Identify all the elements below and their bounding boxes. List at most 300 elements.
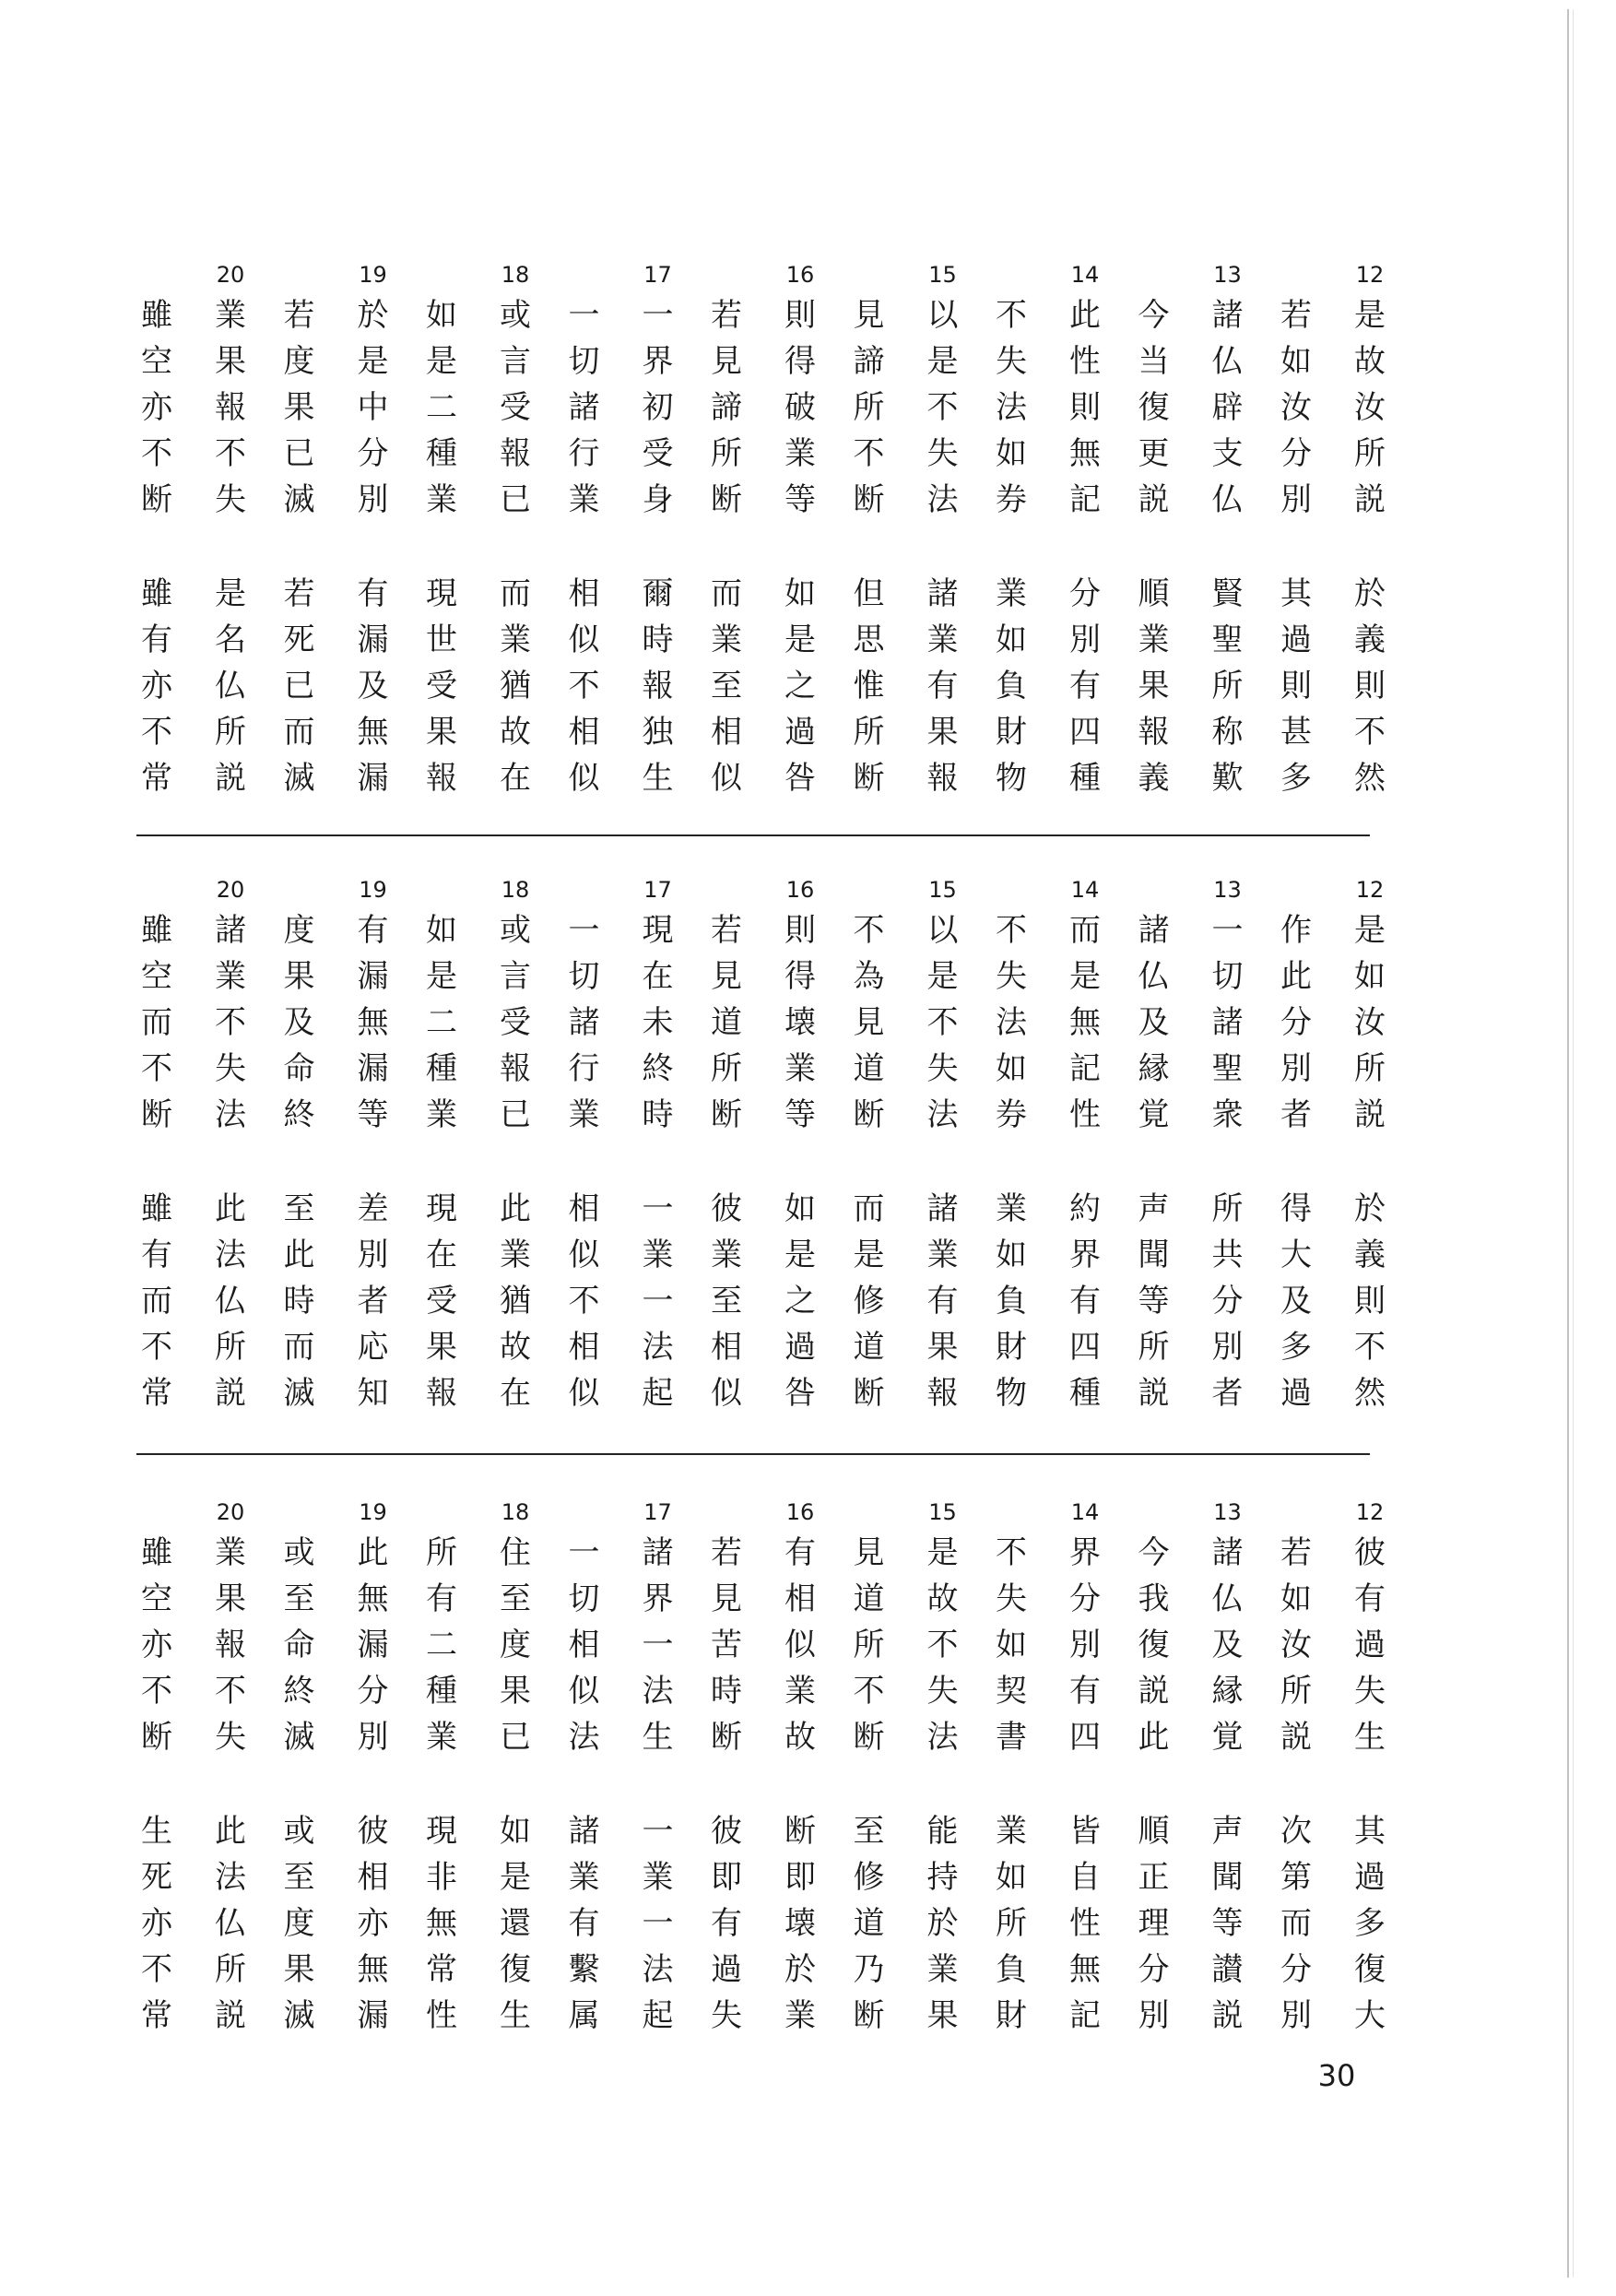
verse-character: 名: [215, 621, 246, 658]
verse-character: 若: [1280, 1534, 1312, 1571]
verse-number: 17: [643, 1499, 672, 1525]
verse-character: 断: [141, 1096, 172, 1133]
verse-character: 而: [853, 1190, 885, 1227]
verse-character: 業: [996, 1190, 1027, 1227]
verse: [1126, 1498, 1256, 2042]
verse-character: 起: [642, 1997, 674, 2034]
verse-character: 所: [853, 1627, 885, 1663]
verse: [1126, 876, 1256, 1420]
verse-character: 不: [215, 1004, 246, 1041]
verse-character: 業: [426, 1096, 457, 1133]
verse-character: 已: [283, 435, 315, 472]
verse-character: 種: [426, 435, 457, 472]
verse-character: 無: [1069, 1951, 1101, 1988]
verse-character: 是: [784, 1237, 816, 1273]
verse-character: 正: [1138, 1859, 1170, 1896]
verse-character: 約: [1069, 1190, 1101, 1227]
verse-character: 果: [426, 1329, 457, 1366]
verse-character: 業: [996, 1813, 1027, 1850]
verse-line: [488, 1186, 543, 1416]
verse-character: 覚: [1211, 1719, 1244, 1756]
verse-number: 20: [216, 1499, 245, 1525]
verse-character: 記: [1069, 481, 1101, 518]
verse-character: 種: [1069, 760, 1101, 797]
verse-character: 及: [357, 668, 389, 704]
verse-character: 四: [1069, 1719, 1101, 1756]
verse-character: 所: [711, 1050, 742, 1087]
verse-character: 故: [500, 1329, 531, 1366]
verse-character: 雖: [141, 1534, 172, 1571]
verse-character: 業: [926, 1237, 959, 1273]
verse-character: 種: [426, 1050, 457, 1087]
verse-character: 果: [500, 1673, 531, 1710]
verse-character: 業: [500, 1237, 531, 1273]
stanza: [557, 1530, 686, 1760]
stanza: [1126, 1530, 1256, 1760]
verse-character: 相: [568, 1329, 600, 1366]
verse-character: 死: [283, 621, 315, 658]
verse-character: 説: [1280, 1719, 1312, 1756]
verse-line: [557, 292, 612, 523]
verse-character: 分: [1280, 1951, 1312, 1988]
verse-character: 有: [426, 1580, 457, 1617]
verse-line: [1126, 1808, 1182, 2039]
verse-character: 声: [1138, 1190, 1170, 1227]
verse-character: 而: [1069, 912, 1101, 949]
verse-character: 断: [711, 481, 742, 518]
verse-character: 記: [1069, 1997, 1101, 2034]
verse-character: 之: [784, 1283, 816, 1320]
verse-character: 不: [141, 435, 172, 472]
verse: [842, 1498, 971, 2042]
verse: [984, 1498, 1113, 2042]
verse-number: 17: [643, 877, 672, 903]
verse-number: 18: [501, 877, 530, 903]
verse-character: 生: [141, 1813, 172, 1850]
verse-character: 此: [1280, 958, 1312, 995]
verse: [272, 1498, 401, 2042]
verse-character: 而: [283, 714, 315, 751]
verse-line: [1057, 1530, 1113, 1760]
verse-character: 諸: [926, 575, 959, 612]
verse-character: 終: [283, 1096, 315, 1133]
verse-character: 作: [1280, 912, 1312, 949]
verse-line: [488, 292, 543, 523]
verse-character: 在: [500, 1375, 531, 1412]
stanza: [842, 1530, 971, 1760]
verse-character: 雖: [141, 1190, 172, 1227]
verse-character: 二: [426, 389, 457, 426]
verse-line: [414, 1530, 469, 1760]
verse-character: 仏: [215, 668, 246, 704]
verse-character: 故: [1354, 343, 1386, 380]
verse-character: 是: [500, 1859, 531, 1896]
verse-character: 当: [1138, 343, 1170, 380]
verse: [1126, 261, 1256, 805]
verse-character: 受: [500, 1004, 531, 1041]
verse-character: 常: [141, 760, 172, 797]
verse-character: 報: [215, 389, 246, 426]
verse-character: 書: [996, 1719, 1027, 1756]
verse-character: 常: [141, 1997, 172, 2034]
verse-line: [699, 1530, 754, 1760]
verse-number: 13: [1213, 1499, 1242, 1525]
verse-character: 死: [141, 1859, 172, 1896]
verse-character: 一: [642, 1627, 674, 1663]
stanza: [984, 1808, 1113, 2039]
verse-character: 時: [642, 621, 674, 658]
verse-line: [129, 571, 184, 801]
verse-character: 業: [426, 481, 457, 518]
verse-character: 一: [568, 912, 600, 949]
verse-character: 似: [568, 760, 600, 797]
verse-character: 順: [1138, 575, 1170, 612]
verse: [129, 1498, 258, 2042]
verse-character: 不: [568, 668, 600, 704]
section-divider: [136, 1453, 1370, 1455]
verse-character: 果: [215, 1580, 246, 1617]
verse-character: 不: [215, 435, 246, 472]
verse-character: 生: [1354, 1719, 1386, 1756]
verse-character: 財: [996, 1997, 1027, 2034]
verse-character: 切: [568, 343, 600, 380]
verse-character: 則: [1280, 668, 1312, 704]
verse: [1268, 876, 1398, 1420]
verse-character: 賢: [1211, 575, 1244, 612]
verse-line: [1342, 571, 1398, 801]
stanza: [984, 292, 1113, 523]
verse-character: 負: [996, 1283, 1027, 1320]
verse-character: 諸: [1211, 297, 1244, 334]
verse-character: 見: [853, 1534, 885, 1571]
verse-character: 時: [711, 1673, 742, 1710]
stanza: [1126, 1808, 1256, 2039]
verse-character: 受: [642, 435, 674, 472]
verse-character: 説: [1138, 481, 1170, 518]
verse-character: 若: [711, 912, 742, 949]
verse-character: 分: [1280, 435, 1312, 472]
verse-character: 失: [711, 1997, 742, 2034]
stanza: [414, 1530, 543, 1760]
verse-character: 不: [1354, 714, 1386, 751]
verse: [984, 261, 1113, 805]
verse-character: 至: [853, 1813, 885, 1850]
verse-character: 界: [642, 1580, 674, 1617]
verse-number: 17: [643, 262, 672, 288]
verse-character: 此: [1069, 297, 1101, 334]
verse-character: 法: [642, 1329, 674, 1366]
verse-number: 19: [359, 262, 387, 288]
verse-character: 漏: [357, 760, 389, 797]
verse-character: 現: [642, 912, 674, 949]
verse-character: 果: [215, 343, 246, 380]
verse-line: [1268, 571, 1324, 801]
verse-character: 惟: [853, 668, 885, 704]
stanza: [699, 907, 828, 1138]
verse-character: 命: [283, 1050, 315, 1087]
verse-character: 仏: [1211, 1580, 1244, 1617]
verse-character: 有: [357, 575, 389, 612]
verse-character: 聖: [1211, 1050, 1244, 1087]
verse-character: 失: [926, 1050, 959, 1087]
verse-line: [631, 1186, 686, 1416]
verse-line: [346, 1186, 401, 1416]
verse-line: [272, 1186, 327, 1416]
verse-character: 有: [141, 621, 172, 658]
verse-character: 断: [853, 1997, 885, 2034]
verse-character: 彼: [357, 1813, 389, 1850]
verse-character: 在: [500, 760, 531, 797]
verse-character: 行: [568, 1050, 600, 1087]
verse-character: 似: [568, 621, 600, 658]
verse: [842, 876, 971, 1420]
verse-character: 汝: [1280, 1627, 1312, 1663]
stanza: [699, 1530, 828, 1760]
verse-character: 未: [642, 1004, 674, 1041]
verse-character: 以: [926, 912, 959, 949]
verse-line: [488, 907, 543, 1138]
verse-line: [346, 907, 401, 1138]
verse-character: 故: [500, 714, 531, 751]
verse-character: 次: [1280, 1813, 1312, 1850]
verse-number: 12: [1355, 877, 1385, 903]
verse-character: 受: [500, 389, 531, 426]
verse-character: 分: [1138, 1951, 1170, 1988]
stanza: [272, 1186, 401, 1416]
verse-line: [203, 292, 258, 523]
verse-character: 報: [426, 1375, 457, 1412]
verse-character: 若: [711, 297, 742, 334]
verse-character: 失: [215, 481, 246, 518]
verse-line: [1342, 1186, 1398, 1416]
verse-character: 身: [642, 481, 674, 518]
verse-line: [699, 907, 754, 1138]
verse-line: [1200, 571, 1256, 801]
verse-character: 此: [283, 1237, 315, 1273]
verse-character: 復: [500, 1951, 531, 1988]
verse-character: 住: [500, 1534, 531, 1571]
verse-character: 一: [642, 1813, 674, 1850]
verse-character: 業: [215, 958, 246, 995]
verse-character: 似: [568, 1237, 600, 1273]
verse-character: 券: [996, 481, 1027, 518]
stanza: [414, 292, 543, 523]
verse-character: 無: [1069, 435, 1101, 472]
verse-character: 及: [1138, 1004, 1170, 1041]
verse-line: [915, 907, 971, 1138]
verse-character: 相: [711, 714, 742, 751]
verse-character: 果: [926, 1329, 959, 1366]
verse-character: 是: [853, 1237, 885, 1273]
verse-line: [699, 1808, 754, 2039]
verse-character: 報: [215, 1627, 246, 1663]
verse-character: 種: [426, 1673, 457, 1710]
verse-character: 過: [784, 714, 816, 751]
stanza: [129, 1808, 258, 2039]
verse-character: 漏: [357, 1627, 389, 1663]
verse-character: 別: [1211, 1329, 1244, 1366]
verse-character: 不: [141, 714, 172, 751]
verse-character: 断: [711, 1096, 742, 1133]
verse-character: 諸: [1211, 1004, 1244, 1041]
verse-character: 至: [711, 668, 742, 704]
verse-character: 故: [926, 1580, 959, 1617]
verse-line: [631, 1530, 686, 1760]
stanza: [699, 292, 828, 523]
verse-character: 説: [1138, 1375, 1170, 1412]
verse-line: [272, 1530, 327, 1760]
verse-character: 切: [1211, 958, 1244, 995]
verse-character: 所: [426, 1534, 457, 1571]
verse-character: 多: [1280, 760, 1312, 797]
verse-character: 断: [853, 760, 885, 797]
verse-character: 不: [926, 389, 959, 426]
verse-character: 声: [1211, 1813, 1244, 1850]
verse-line: [557, 907, 612, 1138]
verse-character: 皆: [1069, 1813, 1101, 1850]
verse-line: [1342, 292, 1398, 523]
verse-character: 道: [853, 1329, 885, 1366]
verse-character: 汝: [1354, 1004, 1386, 1041]
verse-line: [915, 292, 971, 523]
verse-line: [915, 571, 971, 801]
verse-line: [1057, 1186, 1113, 1416]
verse-character: 有: [568, 1905, 600, 1942]
verse-line: [842, 292, 897, 523]
verse-character: 相: [711, 1329, 742, 1366]
verse: [414, 1498, 543, 2042]
verse-character: 業: [926, 1951, 959, 1988]
verse-line: [842, 1808, 897, 2039]
verse-character: 所: [215, 1951, 246, 1988]
stanza: [1126, 571, 1256, 801]
verse-character: 断: [711, 1719, 742, 1756]
verse-character: 支: [1211, 435, 1244, 472]
verse-character: 説: [215, 1375, 246, 1412]
verse-character: 持: [926, 1859, 959, 1896]
verse-line: [773, 292, 828, 523]
verse-character: 無: [1069, 1004, 1101, 1041]
stanza: [414, 907, 543, 1138]
verse-character: 滅: [283, 1375, 315, 1412]
verse-character: 似: [784, 1627, 816, 1663]
verse-character: 無: [426, 1905, 457, 1942]
verse-character: 大: [1354, 1997, 1386, 2034]
verse-character: 差: [357, 1190, 389, 1227]
verse-character: 諸: [642, 1534, 674, 1571]
verse-line: [773, 1808, 828, 2039]
verse-character: 見: [711, 343, 742, 380]
verse-line: [346, 292, 401, 523]
verse-character: 咎: [784, 1375, 816, 1412]
verse-character: 別: [1280, 1997, 1312, 2034]
verse-line: [984, 292, 1039, 523]
stanza: [272, 907, 401, 1138]
verse-number: 20: [216, 262, 245, 288]
verse-character: 是: [926, 958, 959, 995]
stanza: [272, 1530, 401, 1760]
verse-character: 業: [1138, 621, 1170, 658]
verse-character: 見: [711, 958, 742, 995]
stanza: [984, 907, 1113, 1138]
verse-character: 属: [568, 1997, 600, 2034]
verse-character: 壊: [784, 1905, 816, 1942]
verse-character: 二: [426, 1627, 457, 1663]
verse-character: 報: [926, 1375, 959, 1412]
verse-number: 16: [785, 262, 815, 288]
verse-character: 業: [784, 1673, 816, 1710]
verse-character: 一: [642, 1905, 674, 1942]
verse-character: 則: [1354, 1283, 1386, 1320]
verse-number: 16: [785, 1499, 815, 1525]
verse-character: 法: [926, 1719, 959, 1756]
verse-character: 別: [1280, 1050, 1312, 1087]
verse-character: 修: [853, 1283, 885, 1320]
verse: [699, 1498, 828, 2042]
verse-character: 果: [1138, 668, 1170, 704]
stanza: [1126, 1186, 1256, 1416]
verse-character: 但: [853, 575, 885, 612]
stanza: [557, 1186, 686, 1416]
verse-character: 道: [711, 1004, 742, 1041]
verse-character: 性: [1069, 1905, 1101, 1942]
verse-line: [203, 1186, 258, 1416]
verse-character: 果: [283, 1951, 315, 1988]
verse-character: 券: [996, 1096, 1027, 1133]
verse-character: 四: [1069, 1329, 1101, 1366]
verse-character: 然: [1354, 1375, 1386, 1412]
verse-character: 切: [568, 958, 600, 995]
verse-character: 等: [1138, 1283, 1170, 1320]
verse-character: 如: [1354, 958, 1386, 995]
verse-character: 滅: [283, 481, 315, 518]
verse: [984, 876, 1113, 1420]
verse-character: 説: [1138, 1673, 1170, 1710]
verse-character: 有: [1069, 668, 1101, 704]
verse-character: 別: [1069, 1627, 1101, 1663]
verse-line: [842, 1186, 897, 1416]
verse-character: 過: [1280, 1375, 1312, 1412]
verse-character: 之: [784, 668, 816, 704]
verse-character: 道: [853, 1050, 885, 1087]
verse-character: 於: [926, 1905, 959, 1942]
verse-character: 言: [500, 343, 531, 380]
verse-character: 而: [141, 1004, 172, 1041]
verse-character: 得: [1280, 1190, 1312, 1227]
verse-character: 説: [1354, 1096, 1386, 1133]
verse-character: 過: [1280, 621, 1312, 658]
verse-character: 已: [500, 1719, 531, 1756]
verse-character: 別: [1280, 481, 1312, 518]
verse-number: 15: [928, 1499, 957, 1525]
verse-character: 至: [283, 1190, 315, 1227]
verse-character: 自: [1069, 1859, 1101, 1896]
verse-character: 時: [642, 1096, 674, 1133]
verse-character: 汝: [1280, 389, 1312, 426]
stanza: [414, 571, 543, 801]
verse-character: 壊: [784, 1004, 816, 1041]
verse-character: 漏: [357, 1997, 389, 2034]
verse-character: 有: [357, 912, 389, 949]
verse-line: [1057, 571, 1113, 801]
verse-character: 業: [568, 1859, 600, 1896]
stanza: [1126, 292, 1256, 523]
verse-line: [557, 571, 612, 801]
verse-character: 所: [1138, 1329, 1170, 1366]
verse-line: [129, 1186, 184, 1416]
verse-character: 業: [568, 481, 600, 518]
verse-character: 有: [784, 1534, 816, 1571]
